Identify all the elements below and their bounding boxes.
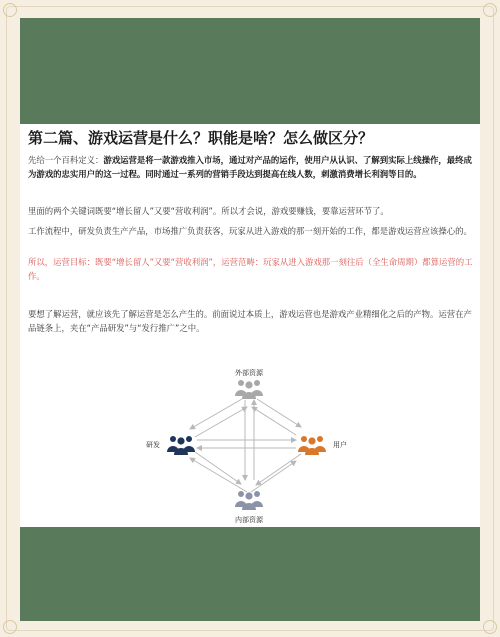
definition-prefix: 先给一个百科定义： <box>28 155 104 165</box>
page-title: 第二篇、游戏运营是什么？职能是啥？怎么做区分？ <box>28 129 374 147</box>
top-people-icon <box>235 380 263 399</box>
operations-diagram <box>20 124 480 527</box>
left-rd-label: 研发 <box>146 441 160 449</box>
bottom-green-banner <box>20 527 480 621</box>
definition-bold: 游戏运营是将一款游戏推入市场，通过对产品的运作，使用户从认识、了解到实际上线操作，最终成为游戏的忠实用户的这一过程。同时通过一系列的营销手段达到提高在线人数，刺激消费增长利润等目的。 <box>28 155 472 179</box>
corner-ornament <box>3 3 17 17</box>
right-people-icon <box>298 436 326 455</box>
bottom-people-icon <box>235 491 263 510</box>
goal-paragraph: 所以，运营目标：既要“增长留人”又要“营收利润”，运营范畴：玩家从进入游戏那一刻往后（全生命周期）都算运营的工作。 <box>28 257 473 281</box>
corner-ornament <box>3 620 17 634</box>
diagram-arrows <box>190 399 301 492</box>
top-resource-label: 外部资源 <box>235 369 263 377</box>
corner-ornament <box>483 3 497 17</box>
top-green-banner <box>20 18 480 124</box>
origin-paragraph: 要想了解运营，就应该先了解运营是怎么产生的。前面说过本质上，游戏运营也是游戏产业精细化之后的产物。运营在产品链条上，夹在“产品研发”与“发行推广”之中。 <box>28 309 472 333</box>
workflow-paragraph: 工作流程中，研发负责生产产品，市场推广负责获客，玩家从进入游戏的那一刻开始的工作，都是游戏运营应该操心的。 <box>28 226 472 236</box>
keywords-paragraph: 里面的两个关键词既要“增长留人”又要“营收利润”。所以才会说，游戏要赚钱，要靠运营环节了。 <box>28 206 389 216</box>
document-panel <box>20 124 480 527</box>
left-people-icon <box>167 436 195 455</box>
corner-ornament <box>483 620 497 634</box>
right-user-label: 用户 <box>333 441 347 449</box>
bottom-resource-label: 内部资源 <box>235 516 263 524</box>
